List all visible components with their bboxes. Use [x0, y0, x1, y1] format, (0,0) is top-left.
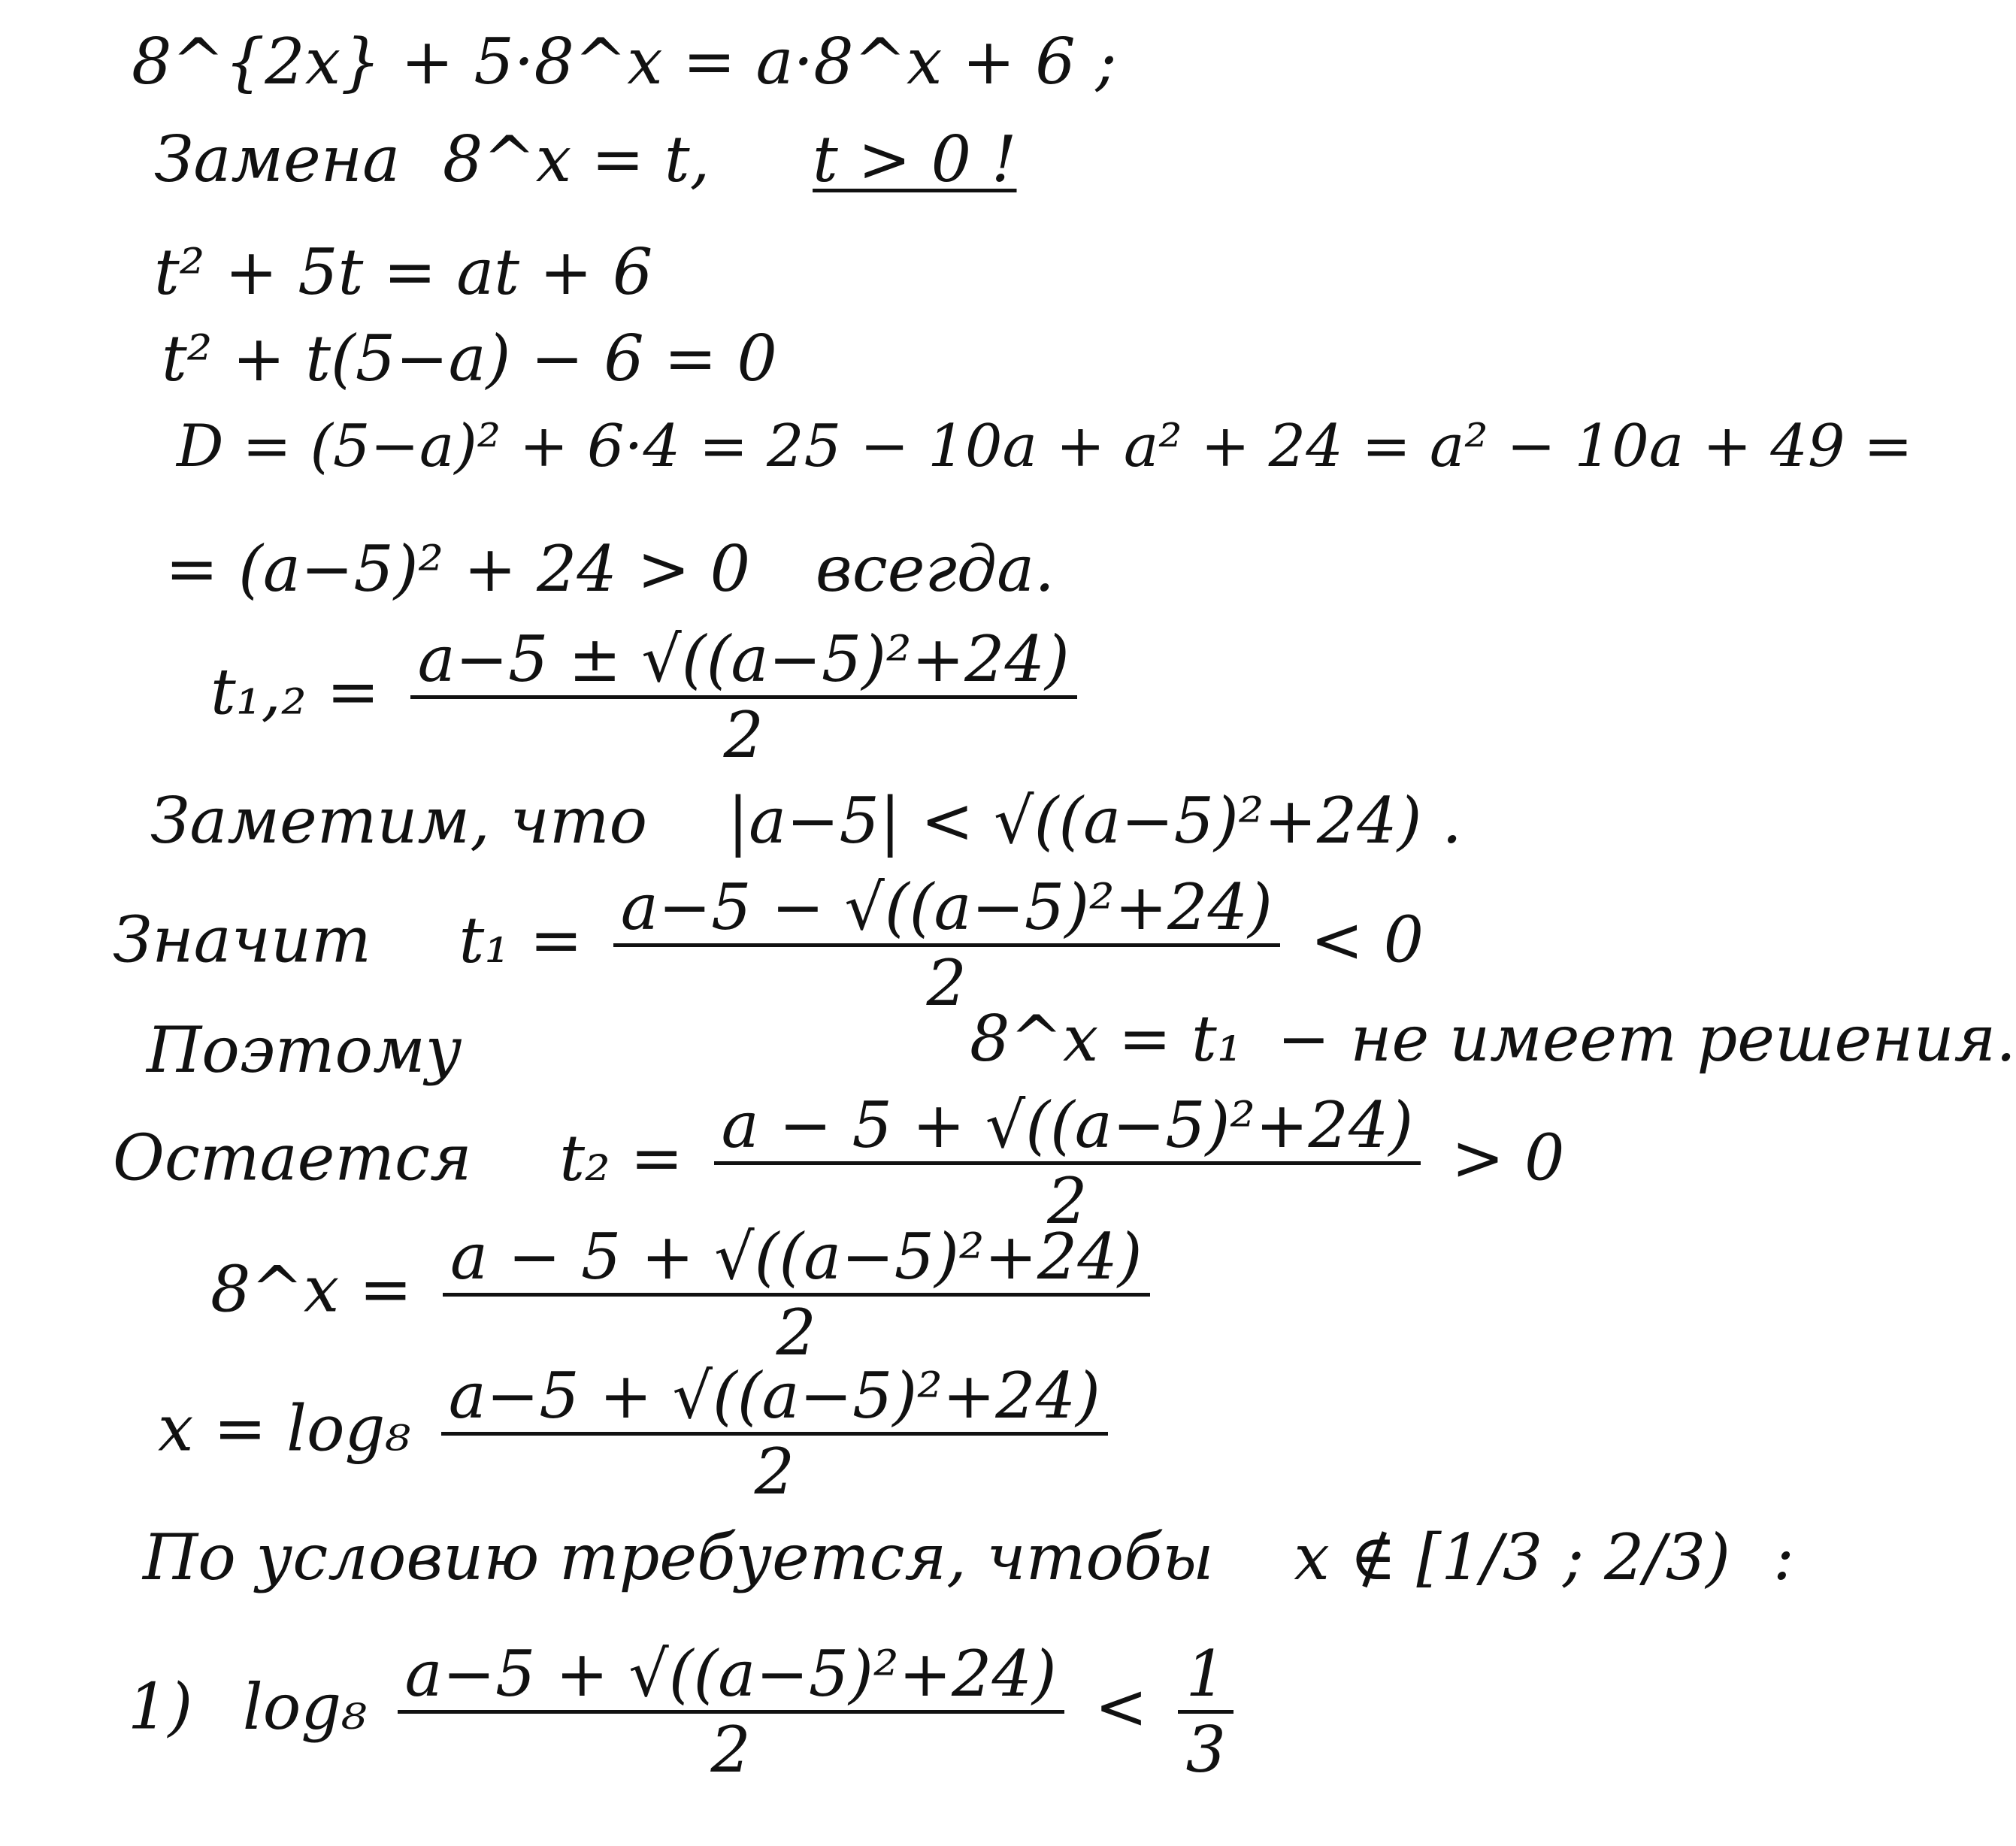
hence-denominator: 2	[926, 946, 967, 1020]
exponential-lhs: 8^x =	[210, 1252, 413, 1327]
remains-numerator: a − 5 + √((a−5)²+24)	[714, 1094, 1421, 1165]
quadratic-line-1: t² + 5t = at + 6	[154, 235, 653, 309]
remains-word: Остается	[113, 1121, 472, 1195]
case-one-line	[128, 1637, 1244, 1787]
therefore-statement	[970, 1002, 2016, 1076]
note-word: Заметим, что	[150, 784, 648, 858]
substitution-expression: 8^x = t,	[442, 123, 710, 196]
logarithm-denominator: 2	[754, 1435, 795, 1509]
case-label: 1)	[128, 1669, 193, 1744]
exponential-fraction	[443, 1220, 1150, 1369]
discriminant-continuation	[165, 532, 1055, 606]
logarithm-lhs: x = log₈	[158, 1391, 411, 1466]
discriminant-continuation-word: всегда.	[815, 532, 1055, 606]
therefore-expression: 8^x = t₁	[970, 1002, 1243, 1076]
substitution-condition: t > 0 !	[813, 123, 1017, 196]
exponential-denominator: 2	[776, 1296, 816, 1369]
hence-rhs: < 0	[1310, 903, 1424, 977]
hence-lhs: t₁ =	[459, 903, 583, 977]
remains-lhs: t₂ =	[559, 1121, 683, 1195]
case-rhs-fraction	[1178, 1637, 1233, 1787]
therefore-tail: − не имеет решения.	[1277, 1002, 2016, 1076]
roots-numerator: a−5 ± √((a−5)²+24)	[410, 628, 1077, 699]
note-line	[150, 784, 1462, 858]
case-denominator: 2	[710, 1713, 751, 1787]
original-equation: 8^{2x} + 5·8^x = a·8^x + 6 ;	[132, 25, 1117, 98]
discriminant-line: D = (5−a)² + 6·4 = 25 − 10a + a² + 24 = a² − 10a + 49 =	[177, 413, 1913, 480]
case-rhs-symbol: <	[1094, 1669, 1148, 1744]
case-fraction	[398, 1637, 1064, 1787]
roots-denominator: 2	[723, 698, 764, 772]
quadratic-line-2: t² + t(5−a) − 6 = 0	[162, 322, 777, 395]
remains-fraction	[714, 1088, 1421, 1238]
exponential-numerator: a − 5 + √((a−5)²+24)	[443, 1225, 1150, 1297]
case-rhs-denominator: 3	[1185, 1713, 1226, 1787]
remains-denominator: 2	[1047, 1164, 1088, 1238]
note-expression: |a−5| < √((a−5)²+24) .	[727, 784, 1462, 858]
logarithm-fraction	[441, 1359, 1108, 1509]
condition-expression: x ∉ [1/3 ; 2/3)	[1294, 1521, 1730, 1594]
therefore-word: Поэтому	[147, 1013, 462, 1087]
substitution-line	[154, 123, 1017, 196]
remains-rhs: > 0	[1451, 1121, 1565, 1195]
roots-formula	[210, 622, 1088, 772]
condition-text: По условию требуется, чтобы	[143, 1521, 1214, 1594]
roots-lhs: t₁,₂ =	[210, 655, 380, 729]
condition-colon: :	[1772, 1521, 1795, 1594]
case-rhs-numerator: 1	[1178, 1642, 1233, 1714]
substitution-word: Замена	[154, 123, 401, 196]
hence-fraction	[613, 870, 1280, 1020]
hence-numerator: a−5 − √((a−5)²+24)	[613, 876, 1280, 947]
discriminant-continuation-expression: = (a−5)² + 24 > 0	[165, 532, 751, 606]
hence-word: Значит	[113, 903, 371, 977]
exponential-line	[210, 1220, 1161, 1369]
case-lhs: log₈	[242, 1669, 367, 1744]
logarithm-numerator: a−5 + √((a−5)²+24)	[441, 1364, 1108, 1436]
condition-line	[143, 1521, 1795, 1594]
roots-fraction	[410, 622, 1077, 772]
case-numerator: a−5 + √((a−5)²+24)	[398, 1642, 1064, 1714]
logarithm-line	[158, 1359, 1118, 1509]
remains-line	[113, 1088, 1565, 1238]
hence-line	[113, 870, 1424, 1020]
